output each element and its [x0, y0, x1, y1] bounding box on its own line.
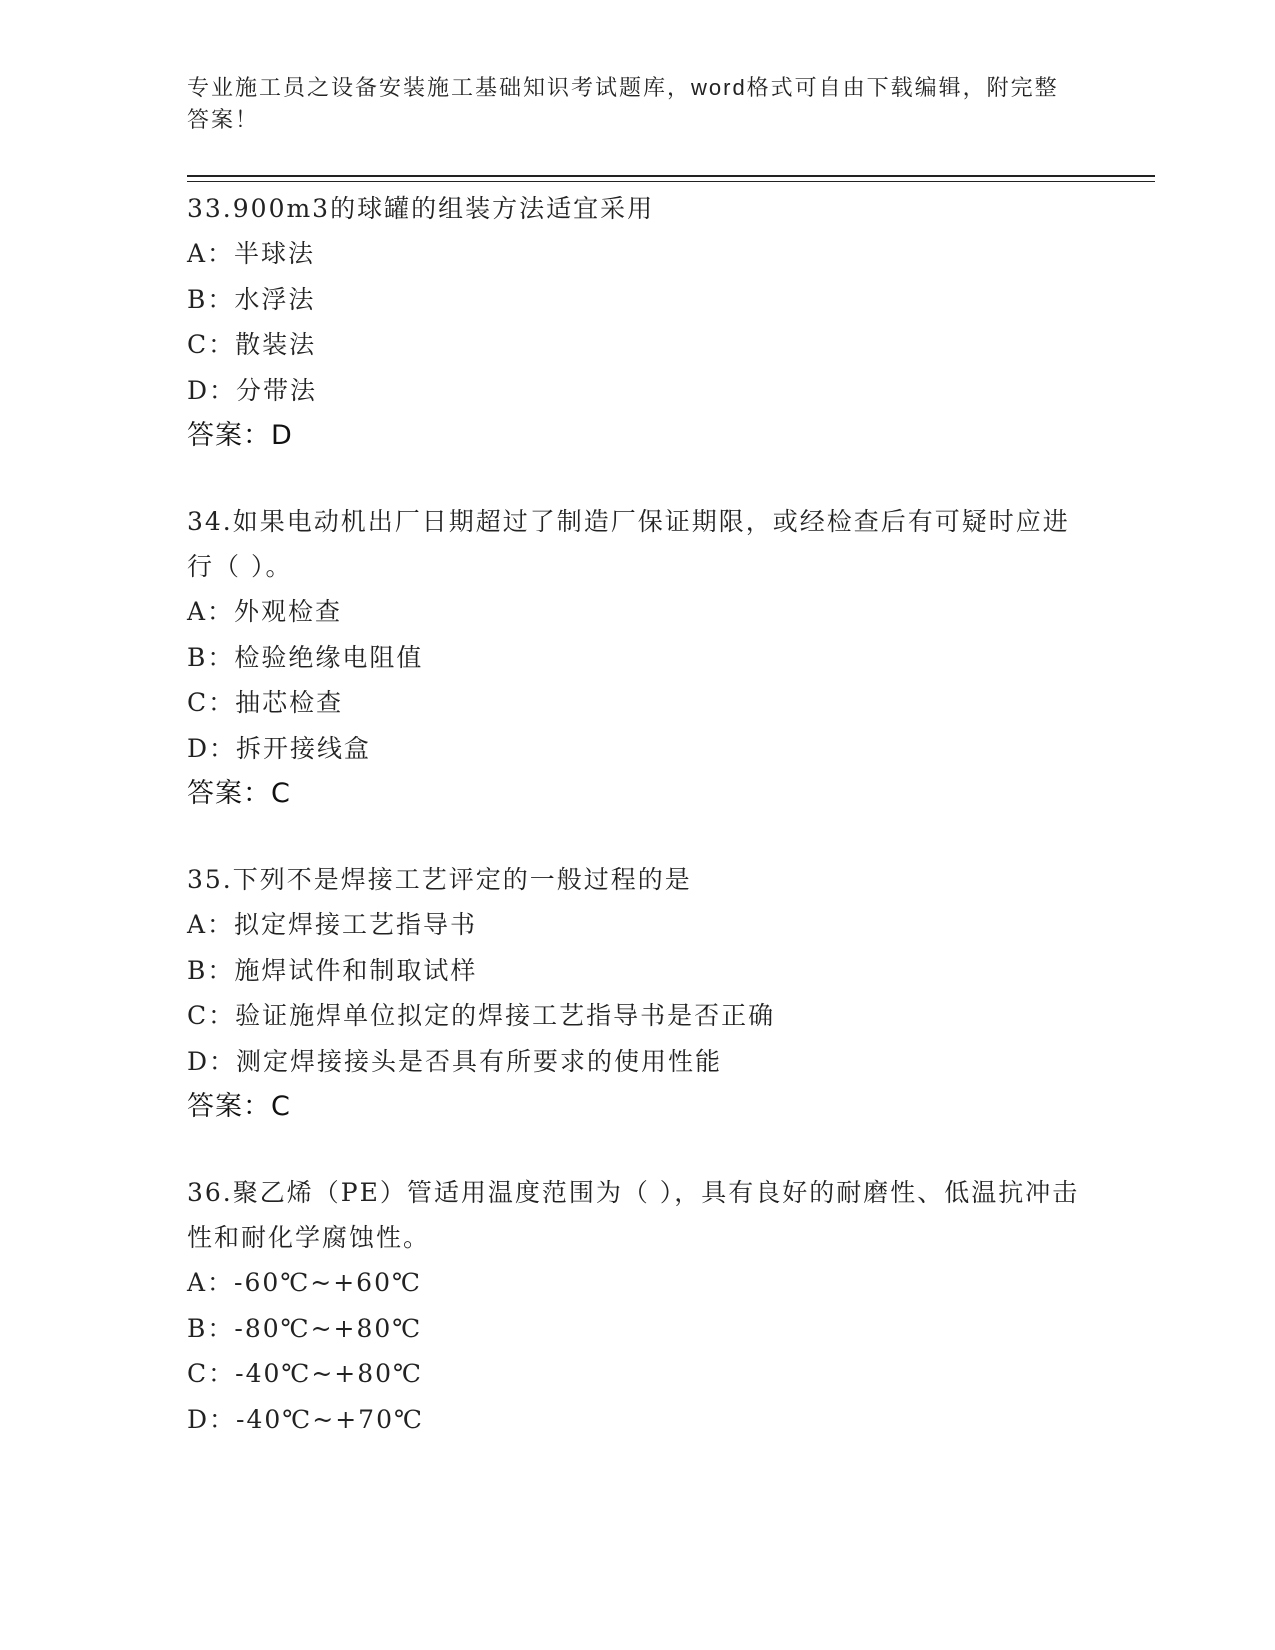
option-a: A：拟定焊接工艺指导书	[187, 910, 478, 939]
option-c: C：验证施焊单位拟定的焊接工艺指导书是否正确	[187, 1001, 776, 1030]
question-stem: 34.如果电动机出厂日期超过了制造厂保证期限，或经检查后有可疑时应进行（ ）。	[187, 507, 1070, 581]
option-d: D：测定焊接接头是否具有所要求的使用性能	[187, 1046, 723, 1076]
header-divider-thick	[187, 175, 1155, 177]
question-stem: 33.900m3的球罐的组装方法适宜采用	[187, 194, 655, 223]
option-a: A：半球法	[187, 239, 316, 268]
option-c: C：散装法	[187, 330, 317, 359]
question-item	[187, 186, 1087, 458]
option-b: B：-80℃~+80℃	[187, 1313, 423, 1343]
option-b: B：施焊试件和制取试样	[187, 955, 478, 985]
question-stem: 35.下列不是焊接工艺评定的一般过程的是	[187, 865, 692, 894]
option-b: B：水浮法	[187, 284, 316, 314]
option-b: B：检验绝缘电阻值	[187, 642, 424, 672]
question-stem: 36.聚乙烯（PE）管适用温度范围为（ ），具有良好的耐磨性、低温抗冲击性和耐化学腐蚀性。	[187, 1178, 1080, 1252]
option-c: C：-40℃~+80℃	[187, 1359, 424, 1388]
option-d: D：拆开接线盒	[187, 733, 372, 763]
answer-line: 答案：C	[187, 1091, 291, 1122]
option-a: A：-60℃~+60℃	[187, 1268, 422, 1297]
header-divider-thin	[187, 181, 1155, 182]
option-c: C：抽芯检查	[187, 688, 344, 717]
question-item	[187, 499, 1087, 816]
option-a: A：外观检查	[187, 597, 343, 626]
question-list	[187, 186, 1087, 1483]
option-d: D：-40℃~+70℃	[187, 1404, 424, 1434]
answer-line: 答案：C	[187, 778, 291, 809]
option-d: D：分带法	[187, 375, 318, 405]
document-header: 专业施工员之设备安装施工基础知识考试题库，word格式可自由下载编辑，附完整答案！	[187, 75, 1059, 132]
question-item	[187, 1170, 1087, 1442]
answer-line: 答案：D	[187, 420, 293, 451]
question-item	[187, 857, 1087, 1129]
